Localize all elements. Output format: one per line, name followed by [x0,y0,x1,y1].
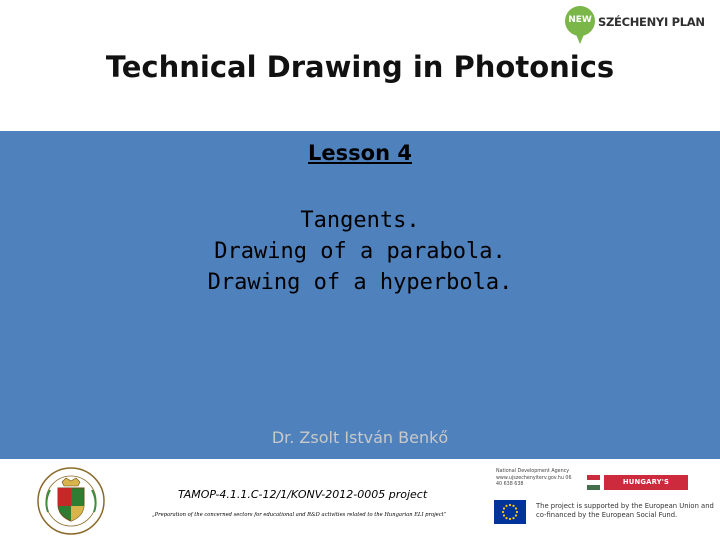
content-panel [0,131,720,459]
eu-support-text: The project is supported by the European Union and co-financed by the European Social Fund. [536,502,714,519]
slide-title: Technical Drawing in Photonics [105,50,615,84]
lesson-label: Lesson 4 [308,141,412,165]
hungary-flag-icon [587,475,600,490]
topic-item: Drawing of a parabola. [214,239,506,264]
funding-block [484,463,720,535]
lesson-heading [0,141,720,165]
renewal-badge: HUNGARY'S RENEWAL [604,475,688,490]
project-code: TAMOP-4.1.1.C-12/1/KONV-2012-0005 project [178,488,428,501]
topic-list [0,205,720,298]
university-crest-icon [36,466,106,536]
szechenyi-plan-logo [565,6,705,46]
agency-text: National Development Agency www.ujszechenyiterv.gov.hu 06 40 638 638 [496,469,572,487]
logo-text: SZÉCHENYI PLAN [598,15,705,29]
topic-item: Drawing of a hyperbola. [207,270,513,295]
eu-flag-icon [494,500,526,524]
topic-item: Tangents. [300,208,420,233]
project-description: „Preparation of the concerned sectors for educational and R&D activities related to the Hungarian ELI project” [152,512,447,518]
author-name: Dr. Zsolt István Benkő [271,428,449,447]
logo-badge: NEW [568,15,592,25]
